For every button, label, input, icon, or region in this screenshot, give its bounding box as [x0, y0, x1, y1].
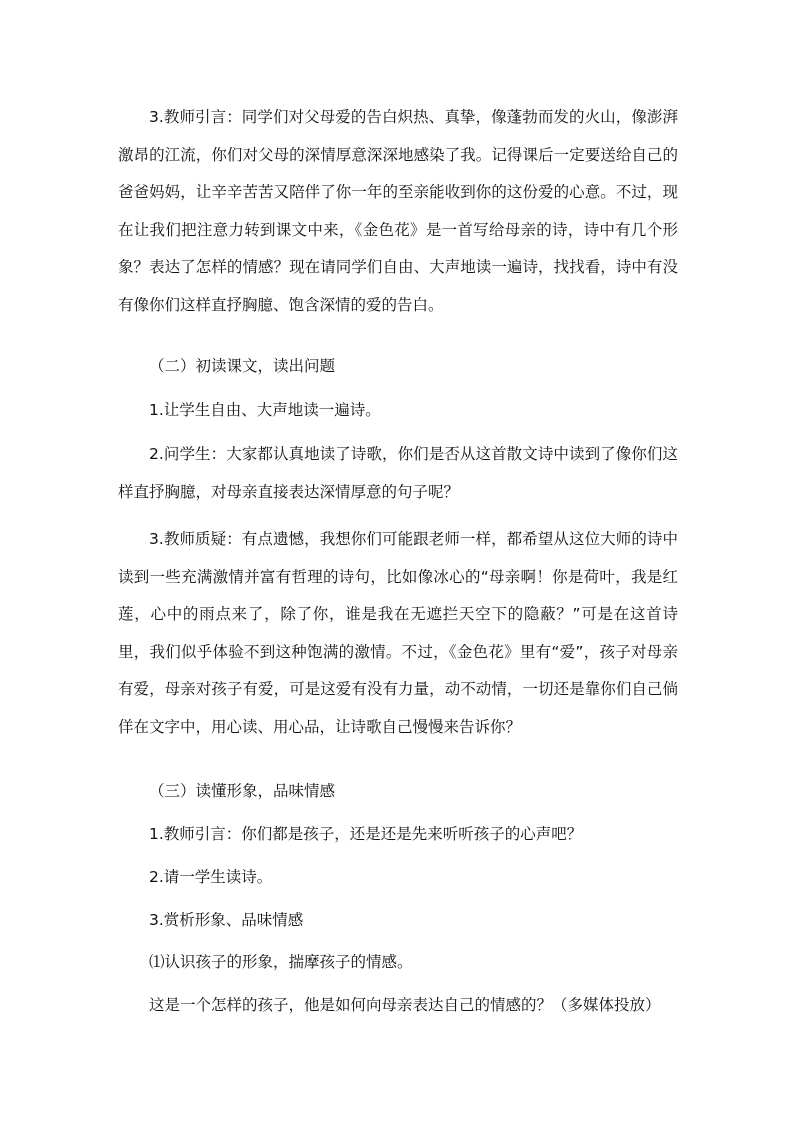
step-read-aloud: 1.让学生自由、大声地读一遍诗。: [149, 401, 381, 419]
paragraph-teacher-question: 3.教师质疑：有点遗憾，我想你们可能跟老师一样，都希望从这位大师的诗中读到一些充满激情并富有哲理的诗句，比如像冰心的“母亲啊！你是荷叶，我是红莲，心中的雨点来了，除了你，谁是我在无遮拦天空下的隐蔽？”可是在这首诗里，我们似乎体验不到这种饱满的激情。不过，《金色花》里有“爱”，孩子对母亲有爱，母亲对孩子有爱，可是这爱有没有力量，动不动情，一切还是靠你们自己倘佯在文字中，用心读、用心品，让诗歌自己慢慢来告诉你？: [118, 530, 678, 736]
step-student-reads: 2.请一学生读诗。: [149, 868, 273, 886]
step-teacher-intro: 1.教师引言：你们都是孩子，还是还是先来听听孩子的心声吧？: [149, 825, 583, 843]
section-heading-first-reading: （二）初读课文，读出问题: [149, 357, 336, 375]
step-analyze-images: 3.赏析形象、品味情感: [149, 911, 304, 929]
paragraph-ask-students: 2.问学生：大家都认真地读了诗歌，你们是否从这首散文诗中读到了像你们这样直抒胸臆，对母亲直接表达深情厚意的句子呢？: [118, 445, 678, 501]
paragraph-teacher-intro: 3.教师引言：同学们对父母爱的告白炽热、真挚，像蓬勃而发的火山，像澎湃激昂的江流，你们对父母的深情厚意深深地感染了我。记得课后一定要送给自己的爸爸妈妈，让辛辛苦苦又陪伴了你一年的至亲能收到你的这份爱的心意。不过，现在让我们把注意力转到课文中来，《金色花》是一首写给母亲的诗，诗中有几个形象？表达了怎样的情感？现在请同学们自由、大声地读一遍诗，找找看，诗中有没有像你们这样直抒胸臆、饱含深情的爱的告白。: [118, 108, 678, 314]
section-heading-understand-images: （三）读懂形象，品味情感: [149, 782, 336, 800]
question-line: 这是一个怎样的孩子，他是如何向母亲表达自己的情感的？（多媒体投放）: [149, 996, 661, 1014]
sub-step-child-image: ⑴认识孩子的形象，揣摩孩子的情感。: [149, 953, 413, 971]
